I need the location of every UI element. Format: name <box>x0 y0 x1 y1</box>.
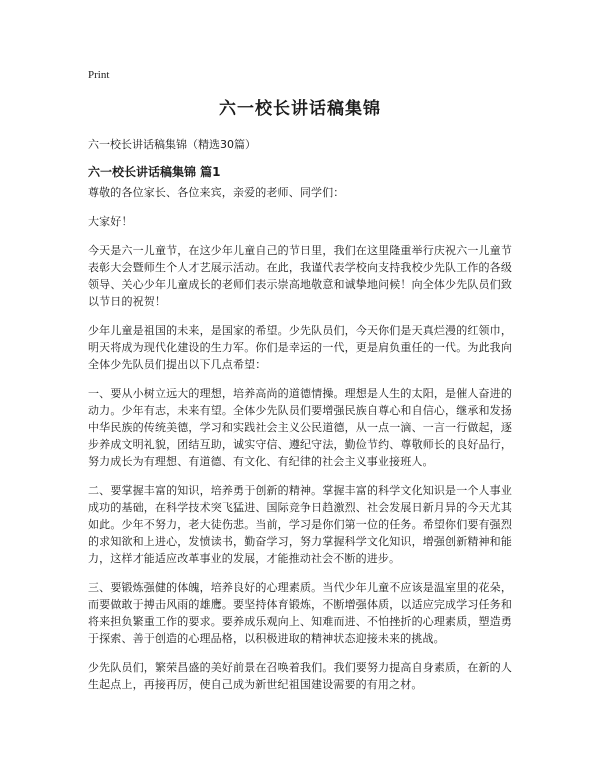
document-body <box>88 184 512 705</box>
paragraph-opening: 今天是六一儿童节，在这少年儿童自己的节日里，我们在这里隆重举行庆祝六一儿童节表彰大会暨师生个人才艺展示活动。在此，我谨代表学校向支持我校少先队工作的各级领导、关心少年儿童成长的老师们表示崇高地敬意和诚挚地问候！向全体少先队员们致以节日的祝贺！ <box>88 244 512 308</box>
paragraph-point-1: 一、要从小树立远大的理想，培养高尚的道德情操。理想是人生的太阳，是催人奋进的动力。少年有志，未来有望。全体少先队员们要增强民族自尊心和自信心，继承和发扬中华民族的传统美德，学习和实践社会主义公民道德，从一点一滴、一言一行做起，逐步养成文明礼貌，团结互助，诚实守信、遵纪守法，勤俭节约、尊敬师长的良好品行，努力成长为有理想、有道德、有文化、有纪律的社会主义事业接班人。 <box>88 387 512 468</box>
paragraph-point-3: 三、要锻炼强健的体魄，培养良好的心理素质。当代少年儿童不应该是温室里的花朵，而要做敢于搏击风雨的雄鹰。要坚持体育锻炼，不断增强体质，以适应完成学习任务和将来担负繁重工作的要求。要养成乐观向上、知难而进、不怕挫折的心理素质，塑造勇于探索、善于创造的心理品格，以积极进取的精神状态迎接未来的挑战。 <box>88 581 512 645</box>
paragraph-hope: 少年儿童是祖国的未来，是国家的希望。少先队员们，今天你们是天真烂漫的红领巾，明天将成为现代化建设的生力军。你们是幸运的一代，更是肩负重任的一代。为此我向全体少先队员们提出以下几点希望： <box>88 324 512 371</box>
paragraph-point-2: 二、要掌握丰富的知识，培养勇于创新的精神。掌握丰富的科学文化知识是一个人事业成功的基础，在科学技术突飞猛进、国际竞争日趋激烈、社会发展日新月异的今天尤其如此。少年不努力，老大徒伤悲。当前，学习是你们第一位的任务。希望你们要有强烈的求知欲和上进心，发愤读书，勤奋学习，努力掌握科学文化知识，增强创新精神和能力，这样才能适应改革事业的发展，才能推动社会不断的进步。 <box>88 484 512 565</box>
section-heading: 六一校长讲话稿集锦 篇1 <box>88 165 221 179</box>
paragraph-salutation: 尊敬的各位家长、各位来宾，亲爱的老师、同学们： <box>88 186 345 199</box>
document-title: 六一校长讲话稿集锦 <box>219 99 381 119</box>
paragraph-greeting: 大家好！ <box>88 215 133 228</box>
paragraph-closing: 少先队员们，繁荣昌盛的美好前景在召唤着我们。我们要努力提高自身素质，在新的人生起点上，再接再厉，使自己成为新世纪祖国建设需要的有用之材。 <box>88 661 512 691</box>
print-label: Print <box>88 69 110 81</box>
document-subtitle: 六一校长讲话稿集锦（精选30篇） <box>88 138 256 151</box>
